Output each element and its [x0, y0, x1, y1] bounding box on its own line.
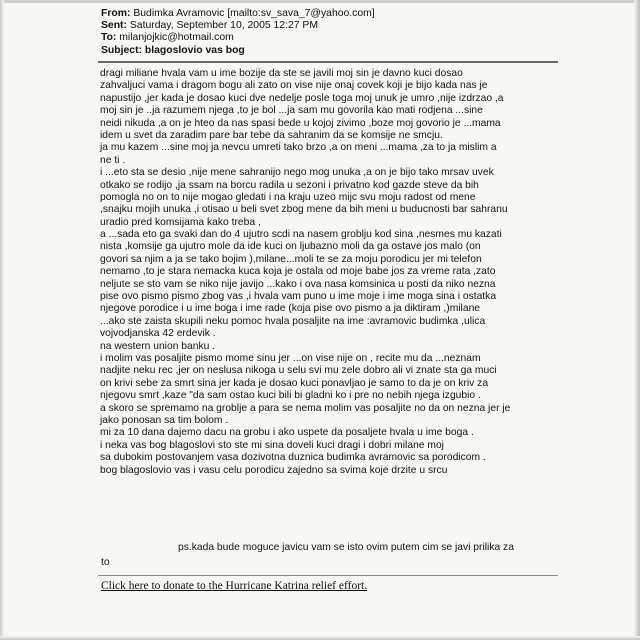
body-line: otkako se rodijo ,ja ssam na borcu radila u sezoni i privatno kod gazde steve da bih	[100, 179, 479, 191]
to-row	[101, 32, 601, 44]
body-line: nemamo ,to je stara nemacka kuca koja je ostala od moje babe jos za vreme rata ,zato	[100, 266, 496, 278]
body-line: i ...eto sta se desio ,nije mene sahranijo nego mog unuka ,a on je bijo tako mrsav uvek	[100, 167, 494, 179]
body-line: bog blagoslovio vas i vasu celu porodicu zajedno sa svima koje drzite u srcu	[100, 464, 448, 476]
donate-link[interactable]: Click here to donate to the Hurricane Katrina relief effort.	[101, 580, 368, 592]
body-line: njegovu smrt ,kaze "da sam ostao kuci bili bi gladni ko i pre no nebih njega izgubio .	[100, 390, 481, 402]
body-line: na western union banku .	[100, 340, 216, 352]
body-line: idem u svet da zaradim pare bar tebe da sahranim da se komsije ne smcju.	[100, 129, 443, 141]
body-line: zahvaljuci vama i dragom bogu ali zato on vise nije onaj covek koji je bijo kada nas je	[100, 80, 488, 92]
body-line: moj sin je ..ja razumem njega ,to je bol ...ja sam mu govorila kao mati rodjena ...sine	[100, 105, 483, 117]
body-line: i neka vas bog blagoslovi sto ste mi sina doveli kuci dragi i dobri milane moj	[100, 439, 444, 451]
body-line: pise ovo pismo pismo zbog vas ,i hvala vam puno u ime moje i ime moga sina i ostatka	[100, 291, 497, 303]
body-line: a skoro se spremamo na groblje a para se nema molim vas posaljite no da on nezna jer je	[100, 402, 511, 414]
from-row	[101, 8, 601, 20]
body-line: ja mu kazem ...sine moj ja nevcu umreti tako brzo ,a on meni ...mama ,za to ja mislim a	[100, 142, 497, 154]
subject-row	[101, 45, 601, 57]
body-line: njegove porodice i u ime boga i ime rade (koja pise ovo pismo a ja diktiram ,)milane	[100, 303, 481, 315]
ps-continuation: to	[101, 557, 110, 568]
scan-edge-left	[0, 0, 4, 640]
sent-value: Saturday, September 10, 2005 12:27 PM	[129, 20, 318, 32]
body-line: jako ponosan sa tim bolom .	[100, 414, 229, 426]
body-line: a ...sada eto ga svaki dan do 4 ujutro scdi na nasem groblju kod sina ,nesmes mu kazati	[100, 229, 502, 241]
body-line: ,snajku mojih unuka ,i otisao u beli svet zbog mene da bih meni u buducnosti bar sahranu	[100, 204, 508, 216]
sent-row	[101, 20, 601, 32]
to-value: milanjojkic@hotmail.com	[119, 32, 234, 44]
scan-edge-bottom	[0, 636, 640, 640]
body-line: nadjite neku rec ,jer on neslusa nikoga u selu svi mu zele dobro ali vi znate sta ga muci	[100, 365, 497, 377]
footer-divider	[98, 575, 558, 576]
scan-edge-right	[634, 0, 640, 640]
body-line: neidi nikuda ,a on je hteo da nas spasi bede u kojoj zivimo ,boze moj govorio je ...mama	[100, 117, 501, 129]
body-line: mi za 10 dana dajemo dacu na grobu i ako uspete da posaljete hvala u ime boga .	[100, 427, 474, 439]
to-label: To:	[101, 32, 117, 44]
body-line: ne ti .	[100, 154, 126, 166]
body-line: pomogla no on to nije mogao gledati i na kraju uzeo mijc svu moju radost od mene	[100, 191, 476, 203]
message-body	[100, 68, 560, 477]
from-label: From:	[101, 8, 131, 19]
body-line: uradio pred komsijama kako treba ,	[100, 216, 261, 228]
body-line: sa dubokim postovanjem vasa dozivotna duznica budimka avramovic sa porodicom .	[100, 452, 486, 464]
body-line: napustijo ,jer kada je dosao kuci dve nedelje posle toga moj unuk je umro ,nije izdrzao ,a	[100, 92, 504, 104]
subject-value: blagoslovio vas bog	[144, 44, 245, 56]
body-line: govori sa njim a ja se tako bojim ),milane...moli te se za moju porodicu jer mi telefon	[100, 253, 482, 265]
body-line: neljute se sto vam se niko nije javijo ...kako i ova nasa komsinica u posti da niko nezna	[100, 278, 496, 290]
scan-edge-top	[0, 0, 640, 3]
body-line: dragi miliane hvala vam u ime bozije da ste se javili moj sin je davno kuci dosao	[100, 68, 463, 79]
email-header	[101, 8, 601, 57]
subject-label: Subject:	[101, 44, 142, 56]
body-line: ...ako ste zaista skupili neku pomoc hvala posaljite na ime :avramovic budimka ,ulica	[100, 315, 486, 327]
body-line: on krivi sebe za smrt sina jer kada je dosao kuci ponavljao je samo to da je on kriv za	[100, 377, 489, 389]
sent-label: Sent:	[101, 20, 127, 32]
from-value: Budimka Avramovic [mailto:sv_sava_7@yahoo.com]	[133, 8, 375, 19]
ps-line: ps.kada bude moguce javicu vam se isto ovim putem cim se javi prilika za	[178, 542, 514, 553]
header-divider	[98, 61, 558, 63]
body-line: nista ,komsije ga ujutro mole da ide kuci on ljubazno moli da ga ostave jos malo (on	[100, 241, 481, 253]
body-line: i molim vas posaljite pismo mome sinu jer ...on vise nije on , recite mu da ...neznam	[100, 352, 481, 364]
body-line: vojvodjanska 42 erdevik .	[100, 328, 216, 340]
